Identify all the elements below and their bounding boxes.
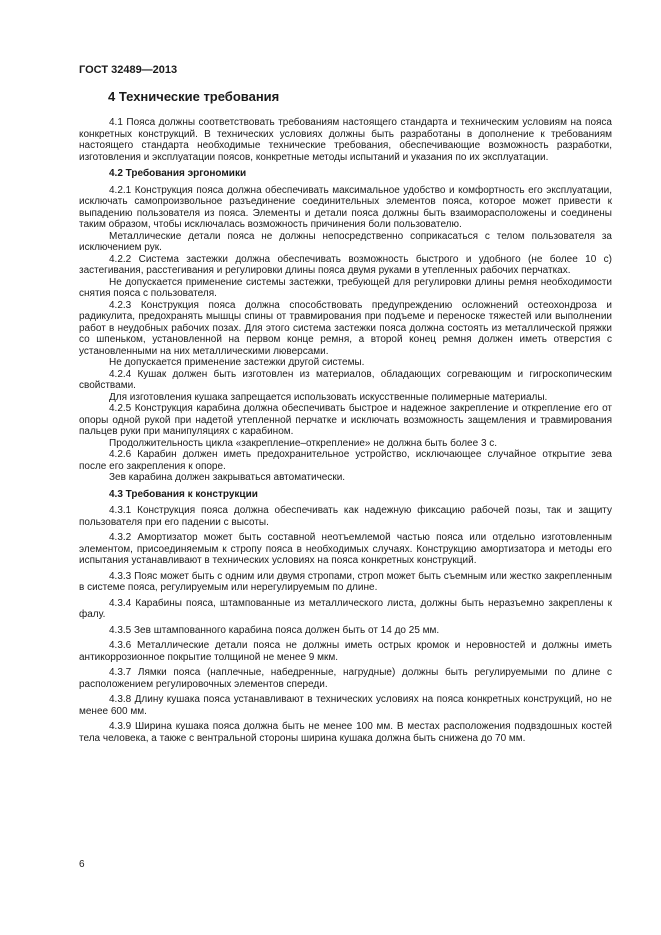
paragraph-4-2-1-note: Металлические детали пояса не должны непосредственно соприкасаться с телом пользователя за исключением рук.: [79, 230, 612, 253]
paragraph-4-2-3: 4.2.3 Конструкция пояса должна способствовать предупреждению осложнений остеохондроза и радикулита, предохранять мышцы спины от травмирования при подъеме и переноске тяжестей или выполнении работ в неудобных рабочих позах. Для этого система застежки пояса должна состоять из металлической пряжки со шпеньком, установленной на первом конце ремня, а второй конец ремня должен иметь отверстия с установленными на них металлическими люверсами.: [79, 299, 612, 357]
paragraph-4-3-4: 4.3.4 Карабины пояса, штампованные из металлического листа, должны быть неразъемно закреплены к фалу.: [79, 597, 612, 620]
paragraph-4-3-2: 4.3.2 Амортизатор может быть составной неотъемлемой частью пояса или отдельно изготовленным элементом, присоединяемым к стропу пояса в необходимых случаях. Конструкцию амортизатора и методы его испытания устанавливают в технических условиях на пояса конкретных конструкций.: [79, 532, 612, 566]
section-title: 4 Технические требования: [108, 89, 280, 104]
paragraph-4-3-3: 4.3.3 Пояс может быть с одним или двумя стропами, строп может быть съемным или жестко закрепленным в системе пояса, регулируемым или нерегулируемым по длине.: [79, 570, 612, 593]
paragraph-4-3-7: 4.3.7 Лямки пояса (наплечные, набедренные, нагрудные) должны быть регулируемыми по длине с расположением регулировочных элементов спереди.: [79, 667, 612, 690]
subsection-heading-4-3: 4.3 Требования к конструкции: [109, 488, 258, 500]
paragraph-4-3-5: 4.3.5 Зев штампованного карабина пояса должен быть от 14 до 25 мм.: [109, 624, 440, 636]
document-header: ГОСТ 32489—2013: [79, 64, 178, 76]
paragraph-4-2-5: 4.2.5 Конструкция карабина должна обеспечивать быстрое и надежное закрепление и открепление его от опоры одной рукой при надетой утепленной перчатке и исключать возможность защемления и травмирования пальцев руки при манипуляциях с карабином.: [79, 403, 612, 437]
document-body: [79, 117, 612, 744]
paragraph-4-3-6: 4.3.6 Металлические детали пояса не должны иметь острых кромок и неровностей и должны иметь антикоррозионное покрытие толщиной не менее 9 мкм.: [79, 640, 612, 663]
paragraph-4-2-5-note: Продолжительность цикла «закрепление–открепление» не должна быть более 3 с.: [109, 437, 498, 449]
subsection-heading-4-2: 4.2 Требования эргономики: [109, 168, 247, 179]
page-number: 6: [79, 859, 85, 870]
paragraph-4-3-8: 4.3.8 Длину кушака пояса устанавливают в технических условиях на пояса конкретных конструкций, но не менее 600 мм.: [79, 694, 612, 717]
paragraph-4-1: 4.1 Пояса должны соответствовать требованиям настоящего стандарта и техническим условиям на пояса конкретных конструкций. В технических условиях должны быть разработаны в дополнение к требованиям настоящего стандарта необходимые технические требования, обеспечивающие возможность разработки, изготовления и эксплуатации поясов, конкретные методы испытаний и указания по их эксплуатации.: [79, 117, 612, 163]
paragraph-4-2-2: 4.2.2 Система застежки должна обеспечивать возможность быстрого и удобного (не более 10 с) застегивания, расстегивания и регулировки длины пояса двумя руками в утепленных рабочих перчатках.: [79, 253, 612, 276]
paragraph-4-3-9: 4.3.9 Ширина кушака пояса должна быть не менее 100 мм. В местах расположения подвздошных костей тела человека, а также с вентральной стороны ширина кушака должна быть снижена до 70 мм.: [79, 721, 612, 744]
paragraph-4-2-2-note: Не допускается применение системы застежки, требующей для регулировки длины ремня необходимости снятия пояса с пользователя.: [79, 276, 612, 299]
paragraph-4-2-3-note: Не допускается применение застежки другой системы.: [109, 357, 365, 368]
paragraph-4-2-4: 4.2.4 Кушак должен быть изготовлен из материалов, обладающих согревающим и гигроскопическим свойствами.: [79, 368, 612, 391]
paragraph-4-2-1: 4.2.1 Конструкция пояса должна обеспечивать максимальное удобство и комфортность его эксплуатации, исключать самопроизвольное разъединение соединительных элементов пояса, которое может привести к выпадению пользователя из пояса. Элементы и детали пояса должны быть взаиморасположены и соединены таким образом, чтобы исключалась возможность причинения боли пользователю.: [79, 184, 612, 230]
paragraph-4-2-4-note: Для изготовления кушака запрещается использовать искусственные полимерные материалы.: [109, 391, 548, 403]
paragraph-4-3-1: 4.3.1 Конструкция пояса должна обеспечивать как надежную фиксацию рабочей позы, так и защиту пользователя при его падении с высоты.: [79, 505, 612, 528]
paragraph-4-2-6-note: Зев карабина должен закрываться автоматически.: [109, 472, 346, 483]
paragraph-4-2-6: 4.2.6 Карабин должен иметь предохранительное устройство, исключающее случайное открытие зева после его закрепления к опоре.: [79, 449, 612, 472]
